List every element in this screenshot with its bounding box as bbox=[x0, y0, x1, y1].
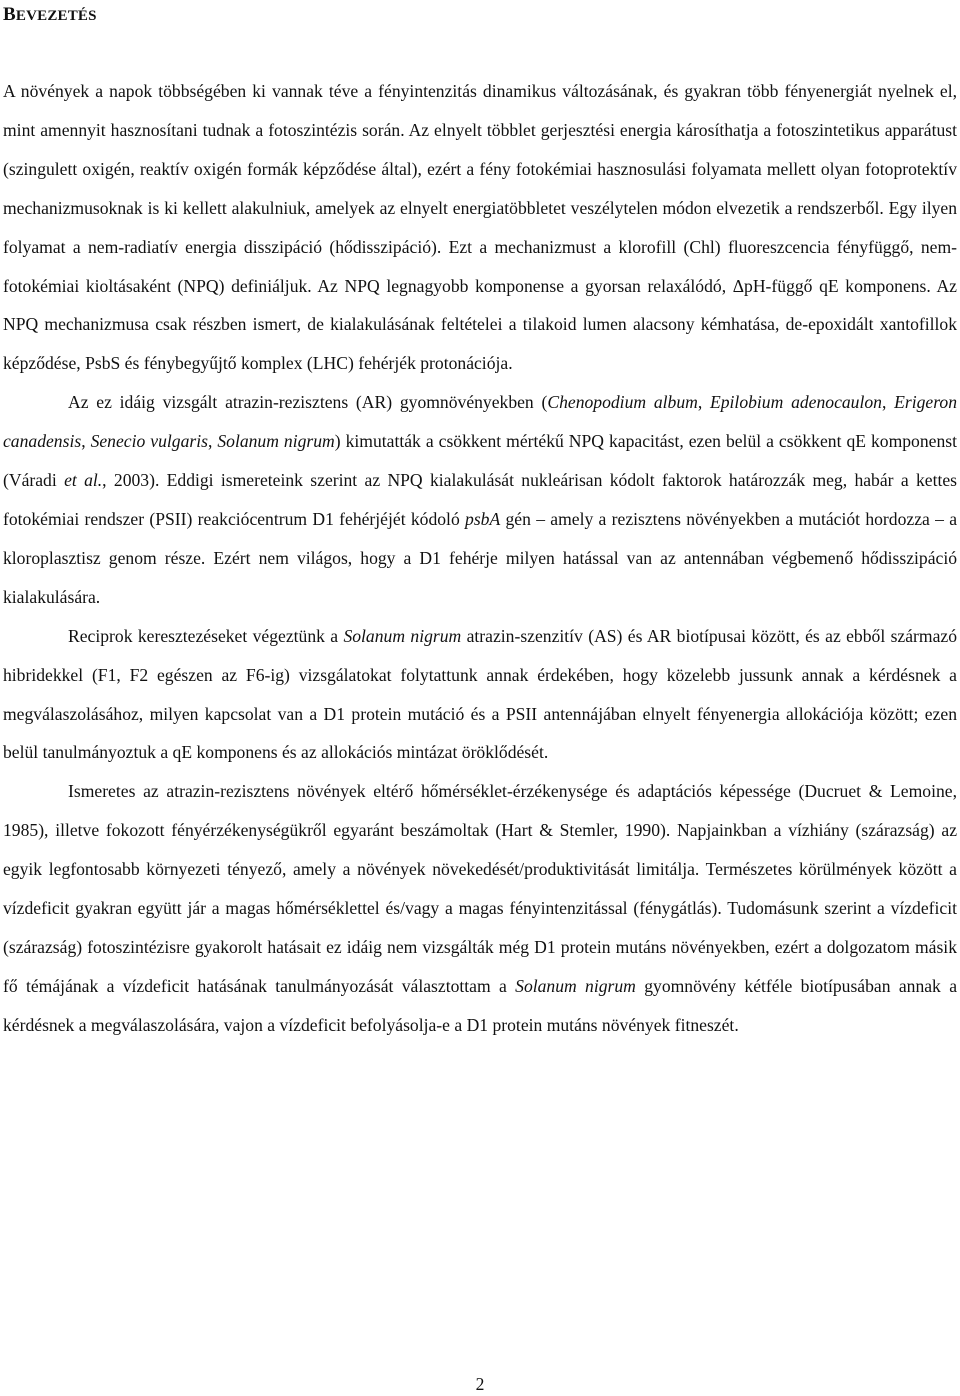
italic-run: Senecio vulgaris bbox=[90, 431, 208, 452]
text-run: gyomnövény kétféle biotípusában annak a kérdésnek a megválaszolására, vajon a vízdeficit befolyásolja-e a D1 protein mutáns növények fitneszét. bbox=[3, 975, 957, 1035]
body-text bbox=[3, 72, 957, 1045]
section-heading bbox=[3, 4, 97, 26]
text-run: Reciprok keresztezéseket végeztünk a bbox=[68, 625, 344, 646]
text-run: , bbox=[81, 431, 91, 452]
heading-rest: EVEZETÉS bbox=[15, 8, 97, 24]
text-run: ) kimutatták a csökkent mértékű NPQ kapacitást, ezen belül a csökkent qE komponenst (Váradi bbox=[3, 431, 957, 491]
text-run: , bbox=[881, 392, 895, 413]
heading-initial: B bbox=[3, 4, 16, 25]
text-run: , bbox=[207, 431, 218, 452]
italic-run: Solanum nigrum bbox=[515, 975, 636, 996]
italic-run: Erigeron canadensis bbox=[3, 392, 958, 452]
page-number: 2 bbox=[475, 1374, 485, 1394]
italic-run: Epilobium adenocaulon bbox=[710, 392, 882, 413]
italic-run: Chenopodium album bbox=[547, 392, 698, 413]
paragraph-p1 bbox=[3, 72, 957, 383]
text-run: , 2003). Eddigi ismereteink szerint az NPQ kialakulását nukleárisan kódolt faktorok határozzák meg, habár a kettes fotokémiai rendszer (PSII) reakciócentrum D1 fehérjéjét kódoló bbox=[3, 470, 958, 529]
text-run: Ismeretes az atrazin-rezisztens növények eltérő hőmérséklet-érzékenysége és adaptációs képessége (Ducruet & Lemoine, 1985), illetve fokozott fényérzékenységükről egyaránt beszámoltak (Hart & Stemler, 1990). Napjainkban a vízhiány (szárazság) az egyik legfontosabb környezeti tényező, amely a növények növekedését/produktivitását limitálja. Természetes körülmények között a vízdeficit gyakran együtt jár a magas hőmérséklettel és/vagy a magas fényintenzitással (fénygátlás). Tudomásunk szerint a vízdeficit (szárazság) fotoszintézisre gyakorolt hatásait ez idáig nem vizsgálták még D1 protein mutáns növényekben, ezért a dolgozatom másik fő témájának a vízdeficit hatásának tanulmányozását választottam a bbox=[3, 781, 957, 996]
text-run: gén – amely a rezisztens növényekben a mutációt hordozza – a kloroplasztisz genom része. Ezért nem világos, hogy a D1 fehérje milyen hatással van az antennában végbemenő hődisszipáció kialakulására. bbox=[3, 508, 957, 607]
italic-run: et al. bbox=[64, 470, 103, 491]
italic-run: Solanum nigrum bbox=[217, 431, 335, 452]
italic-run: psbA bbox=[465, 508, 501, 529]
text-run: atrazin-szenzitív (AS) és AR biotípusai között, és az ebből származó hibridekkel (F1, F2 egészen az F6-ig) vizsgálatokat folytattunk annak érdekében, hogy közelebb jussunk annak a kérdésnek a megválaszolásához, milyen kapcsolat van a D1 protein mutáció és a PSII antennájában elnyelt fényenergia allokációja között; ezen belül tanulmányoztuk a qE komponens és az allokációs mintázat öröklődését. bbox=[3, 625, 958, 763]
paragraph-p4 bbox=[3, 772, 957, 1044]
paragraph-p3 bbox=[3, 617, 957, 773]
text-run: Az ez idáig vizsgált atrazin-rezisztens (AR) gyomnövényekben ( bbox=[68, 392, 548, 413]
text-run: A növények a napok többségében ki vannak téve a fényintenzitás dinamikus változásának, és gyakran több fényenergiát nyelnek el, mint amennyit hasznosítani tudnak a fotoszintézis során. Az elnyelt többlet gerjesztési energia károsíthatja a fotoszintetikus apparátust (szingulett oxigén, reaktív oxigén formák képződése által), ezért a fény fotokémiai hasznosulási folyamata mellett olyan fotoprotektív mechanizmusoknak is ki kellett alakulniuk, amelyek az elnyelt energiatöbbletet veszélytelen módon elvezetik a rendszerből. Egy ilyen folyamat a nem-radiatív energia disszipáció (hődisszipáció). Ezt a mechanizmust a klorofill (Chl) fluoreszcencia fényfüggő, nem-fotokémiai kioltásaként (NPQ) definiáljuk. Az NPQ legnagyobb komponense a gyorsan relaxálódó, ΔpH-függő qE komponens. Az NPQ mechanizmusa csak részben ismert, de kialakulásának feltételei a tilakoid lumen alacsony kémhatása, de-epoxidált xantofillok képződése, PsbS és fénybegyűjtő komplex (LHC) fehérjék protonációja. bbox=[3, 81, 957, 374]
text-run: , bbox=[697, 392, 710, 413]
paragraph-p2 bbox=[3, 383, 957, 616]
italic-run: Solanum nigrum bbox=[343, 625, 462, 646]
